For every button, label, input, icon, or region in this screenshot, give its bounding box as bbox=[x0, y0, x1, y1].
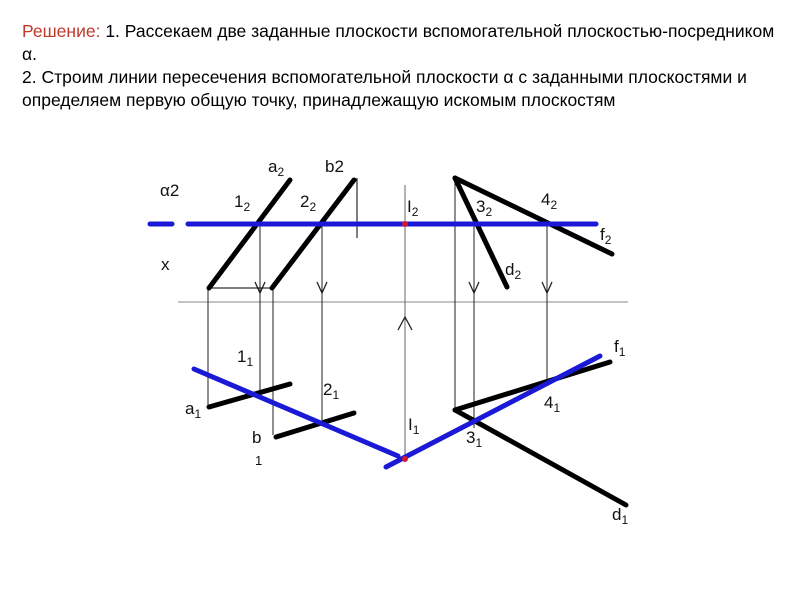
point-I2 bbox=[402, 221, 408, 227]
label-alpha2: α2 bbox=[160, 181, 180, 200]
intersection-line-right bbox=[386, 356, 600, 467]
intersection-line-left bbox=[194, 369, 398, 456]
auxiliary-plane bbox=[150, 224, 600, 467]
label-point-2-2: $2_2$ bbox=[300, 192, 317, 214]
solution-lead: Решение: bbox=[22, 21, 101, 41]
plane-2-horizontal bbox=[455, 362, 626, 505]
step-1-text: 1. Рассекаем две заданные плоскости вспомогательной плоскостью-посредником α. bbox=[22, 21, 775, 64]
point-I1 bbox=[402, 456, 408, 462]
line-f1 bbox=[455, 362, 610, 410]
label-d1: $d_1$ bbox=[612, 505, 629, 527]
label-f2: $f_2$ bbox=[600, 225, 612, 247]
label-point-3-2: $3_2$ bbox=[476, 197, 493, 219]
label-point-4-2: $4_2$ bbox=[541, 190, 558, 212]
label-b1: b bbox=[252, 428, 262, 447]
line-d2 bbox=[455, 178, 507, 287]
label-point-1-2: $1_2$ bbox=[234, 192, 251, 214]
label-a1: $a_1$ bbox=[185, 399, 202, 421]
label-point-3-1: $3_1$ bbox=[466, 428, 483, 450]
label-b1-sub: 1 bbox=[255, 453, 263, 468]
label-f1: $f_1$ bbox=[614, 337, 626, 359]
label-point-I2: $I_2$ bbox=[407, 197, 419, 219]
line-a2 bbox=[209, 180, 290, 288]
label-point-I1: $I_1$ bbox=[408, 415, 420, 437]
plane-1-frontal bbox=[209, 180, 354, 288]
label-a2: $a_2$ bbox=[268, 157, 285, 179]
label-x: x bbox=[161, 255, 170, 274]
solution-step-2: 2. Строим линии пересечения вспомогательной плоскости α с заданными плоскостями и определяем первую общую точку, принадлежащую искомым плоскостям bbox=[22, 67, 747, 110]
label-point-2-1: $2_1$ bbox=[323, 380, 340, 402]
line-d1 bbox=[455, 410, 626, 505]
line-b2 bbox=[272, 180, 354, 288]
line-f2 bbox=[455, 178, 612, 254]
label-point-4-1: $4_1$ bbox=[544, 393, 561, 415]
plane-2-frontal bbox=[455, 178, 612, 287]
label-d2: $d_2$ bbox=[505, 260, 522, 282]
label-point-1-1: $1_1$ bbox=[237, 347, 254, 369]
label-b2: b2 bbox=[325, 157, 344, 176]
